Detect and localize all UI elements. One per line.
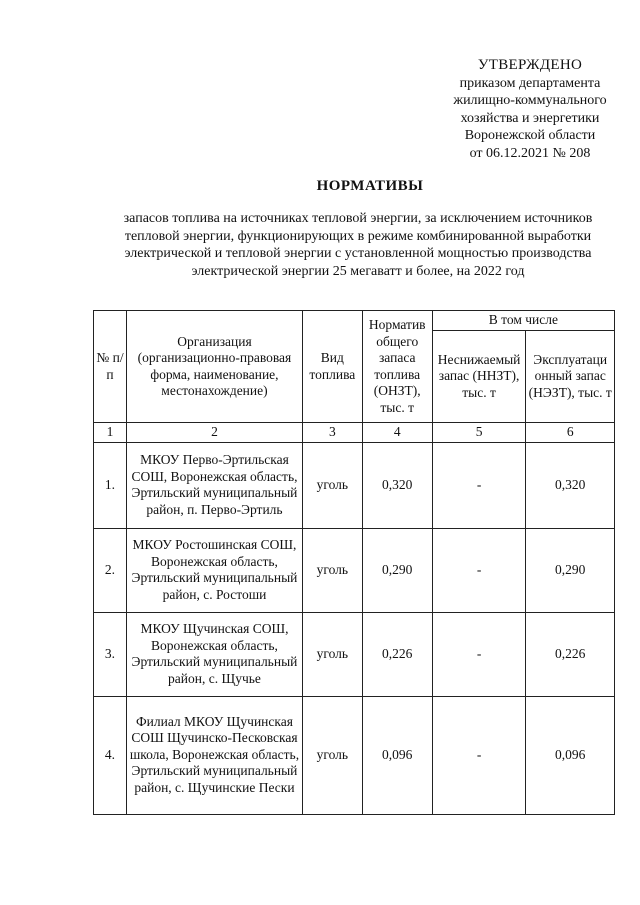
row-norm: 0,226 [362,612,432,696]
row-norm: 0,320 [362,442,432,528]
row-num: 4. [94,696,127,814]
row-nnzt: - [432,696,526,814]
row-nezt: 0,226 [526,612,615,696]
approval-line: хозяйства и энергетики [460,110,600,126]
row-nezt: 0,290 [526,528,615,612]
column-number: 2 [126,423,302,443]
column-number: 5 [432,423,526,443]
row-fuel: уголь [303,528,363,612]
row-org: МКОУ Перво-Эртильская СОШ, Воронежская область, Эртильский муниципальный район, п. Перво-Эртиль [126,442,302,528]
table-row [94,612,615,696]
table-row [94,696,615,814]
row-org: МКОУ Ростошинская СОШ, Воронежская область, Эртильский муниципальный район, с. Ростоши [126,528,302,612]
header-row [94,311,615,331]
table-row [94,442,615,528]
row-norm: 0,096 [362,696,432,814]
header-nezt: Эксплуатаци онный запас (НЭЗТ), тыс. т [526,330,615,423]
column-number-row [94,423,615,443]
header-norm: Норматив общего запаса топлива (ОНЗТ), тыс. т [362,311,432,423]
header-nnzt: Неснижаемый запас (ННЗТ), тыс. т [432,330,526,423]
row-org: Филиал МКОУ Щучинская СОШ Щучинско-Песковская школа, Воронежская область, Эртильский муниципальный район, с. Щучинские Пески [126,696,302,814]
header-org: Организация (организационно-правовая форма, наименование, местонахождение) [126,311,302,423]
column-number: 1 [94,423,127,443]
approval-date-number: от 06.12.2021 № 208 [469,145,591,161]
document-title: НОРМАТИВЫ [316,178,424,194]
column-number: 3 [303,423,363,443]
row-fuel: уголь [303,612,363,696]
row-nezt: 0,320 [526,442,615,528]
approval-line: Воронежской области [464,128,596,143]
table-row [94,528,615,612]
row-nnzt: - [432,612,526,696]
approval-line: приказом департамента [459,75,601,91]
row-nezt: 0,096 [526,696,615,814]
row-nnzt: - [432,442,526,528]
row-fuel: уголь [303,442,363,528]
row-num: 1. [94,442,127,528]
header-fuel: Вид топлива [303,311,363,423]
header-num: № п/п [94,311,127,423]
document-subtitle: запасов топлива на источниках тепловой энергии, за исключением источников тепловой энергии, функционирующих в режиме комбинированной выработки электрической и тепловой энергии с установленной мощностью производства электрической энергии 25 мегаватт и более, на 2022 год [123,211,593,279]
norms-table [93,310,615,815]
row-num: 3. [94,612,127,696]
row-norm: 0,290 [362,528,432,612]
row-fuel: уголь [303,696,363,814]
approval-heading: УТВЕРЖДЕНО [477,57,583,73]
row-nnzt: - [432,528,526,612]
header-group: В том числе [432,311,614,331]
column-number: 4 [362,423,432,443]
row-org: МКОУ Щучинская СОШ, Воронежская область, Эртильский муниципальный район, с. Щучье [126,612,302,696]
approval-block [430,57,630,162]
approval-line: жилищно-коммунального [453,93,607,108]
row-num: 2. [94,528,127,612]
column-number: 6 [526,423,615,443]
